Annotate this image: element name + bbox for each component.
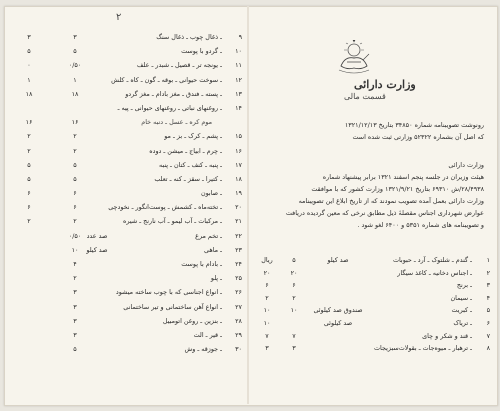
item-description: ـ چرم ـ ابیاج ـ میشن ـ دوده — [149, 146, 222, 155]
body-line-5: و تصویبنامه های شماره ۵۳۵۱ و ۶۴۰۰ لغو شود . — [357, 221, 484, 229]
list-item — [14, 186, 242, 200]
item-rate-total: ۲ — [265, 293, 269, 302]
item-rate-total: ۵ — [27, 47, 31, 56]
item-number: ۳ — [486, 281, 490, 290]
item-description: ـ یونجه تر ـ قصیل ـ شبدر ـ علف — [136, 61, 222, 70]
page-fold — [247, 6, 249, 404]
item-rate-total: ۱ — [27, 75, 31, 84]
item-rate: ۶ — [73, 203, 77, 212]
item-number: ۳۰ — [235, 345, 242, 354]
item-rate-total: ۲ — [27, 217, 31, 226]
item-number: ۲۹ — [235, 330, 242, 339]
list-item — [14, 158, 242, 172]
list-item — [14, 257, 242, 271]
list-item — [14, 285, 242, 299]
item-rate-total: ۱۶ — [25, 118, 33, 127]
list-item — [254, 330, 490, 343]
item-description: ـ کتیرا ـ سقز ـ کنه ـ تعلب — [154, 174, 222, 183]
item-description: ـ قند و شکر و چای — [422, 331, 472, 340]
item-number: ۱۰ — [235, 47, 242, 56]
list-item — [14, 328, 242, 342]
item-description: ـ پلو — [210, 274, 222, 283]
item-description: ـ اجناس دخانیه ـ کاغذ سیگار — [397, 268, 472, 277]
list-item — [14, 172, 242, 186]
list-item — [14, 342, 242, 356]
list-item — [254, 304, 490, 317]
item-rate-total: ۱۸ — [25, 89, 33, 98]
item-description: ـ تخم مرغ — [195, 231, 222, 240]
list-item — [14, 214, 242, 228]
item-number: ۲۰ — [235, 203, 242, 212]
item-rate-total: ۳ — [265, 344, 269, 353]
addressee: وزارت دارائی — [448, 161, 484, 169]
item-rate: ۳ — [73, 288, 77, 297]
item-number: ۱۶ — [235, 146, 242, 155]
item-rate: ۲ — [73, 217, 77, 226]
item-rate-total: ۷ — [265, 331, 269, 340]
right-tariff-list — [254, 254, 490, 355]
list-item — [254, 254, 490, 267]
body-line-1: هیئت وزیران در جلسه پنجم اسفند ۱۳۲۱ برابر پیشنهاد شماره — [322, 173, 484, 181]
item-number: ۱۸ — [235, 174, 242, 183]
item-description: ـ انواع اجناسی که با چوب ساخته میشود — [115, 288, 222, 297]
item-rate: ۰/۵۰ — [68, 61, 82, 70]
item-rate: ۳ — [73, 302, 77, 311]
left-tariff-list — [14, 30, 242, 356]
item-rate: ۴ — [73, 260, 77, 268]
item-number: ۲۱ — [235, 217, 242, 226]
item-number: ۱۵ — [235, 132, 242, 141]
item-description: ـ روغنهای نباتی ـ روغنهای حیوانی ـ پیه ـ — [117, 103, 222, 112]
item-rate: ۵ — [73, 174, 77, 183]
item-number: ۲۴ — [235, 260, 242, 268]
list-item — [14, 271, 242, 285]
item-rate: ۵ — [73, 345, 77, 354]
item-rate: ۲۰ — [290, 268, 298, 277]
item-number: ۱۳ — [235, 89, 242, 98]
item-unit: صد عدد — [86, 231, 108, 240]
list-item — [254, 342, 490, 355]
item-number: ۷ — [486, 331, 490, 340]
list-item — [14, 129, 242, 143]
item-description: موم کره ـ عسل ـ دنبه خام — [141, 118, 212, 127]
item-description: ـ بادام با پوست — [181, 260, 222, 268]
item-rate: ۵ — [292, 256, 296, 264]
item-number: ۶ — [486, 318, 490, 327]
body-line-3: وزارت دارائی بعمل آمده تصویب نمودند که از تاریخ ابلاغ این تصویبنامه — [298, 197, 484, 205]
item-rate: ۰/۵۰ — [68, 231, 82, 240]
item-rate-total: ۵ — [27, 174, 31, 183]
item-description: ـ پنبه ـ کنف ـ کتان ـ پنبه — [158, 160, 222, 169]
item-unit: صندوق صد کیلوئی — [313, 306, 363, 315]
item-rate-total: ۰ — [27, 61, 31, 70]
item-description: ـ گردو با پوست — [181, 47, 222, 56]
item-number: ۲۳ — [235, 245, 242, 254]
item-number: ۲۶ — [235, 288, 242, 297]
item-rate-total: ۶ — [27, 189, 31, 198]
item-description: ـ مرکبات ـ آب لیمو ـ آب نارنج ـ شیره — [123, 217, 222, 226]
item-rate: ۲ — [73, 146, 77, 155]
item-description: ـ انواع آهن ساختمانی و تیر ساختمانی — [123, 302, 222, 311]
item-rate: ۱۶ — [71, 118, 79, 127]
item-number: ۲۸ — [235, 316, 242, 325]
body-line-2: ۲۸/۴۹۳۸/ش ۶۹۳۱۰ بتاریخ ۱۳۲۱/۹/۲۱ وزارت کشور که با موافقت — [311, 185, 484, 193]
header-line-1: رونوشت تصویبنامه شماره ۳۴۸۵۰ بتاریخ ۱۳۲۱/۱۲/۱۳ — [344, 121, 484, 129]
item-description: ـ برنج — [456, 281, 472, 290]
item-description: ـ ذغال چوب ـ ذغال سنگ — [156, 33, 222, 41]
item-number: ۱۹ — [235, 189, 242, 198]
header-line-2: که اصل آن بشماره ۵۲۳۲۲ وزارتی ثبت شده است — [352, 133, 484, 141]
list-item — [14, 73, 242, 87]
list-item — [14, 30, 242, 44]
item-description: ـ پشم ـ کرک ـ بز ـ مو — [164, 132, 222, 141]
item-description: ـ صابون — [200, 189, 222, 198]
list-item — [14, 101, 242, 115]
list-item — [14, 144, 242, 158]
body-line-4: عوارض شهرداری اجناس مقصلهٔ ذیل مطابق نرخی که معین گردیده دریافت — [285, 209, 484, 217]
item-description: ـ تریاک — [453, 318, 472, 327]
list-item — [14, 314, 242, 328]
list-item — [14, 87, 242, 101]
list-item — [14, 200, 242, 214]
item-rate: ۶ — [292, 281, 296, 290]
item-number: ۱۷ — [235, 160, 242, 169]
ministry-subtitle: قسمت مالی — [344, 92, 386, 101]
item-rate-total: ریال — [261, 256, 273, 264]
item-number: ۱۴ — [235, 103, 242, 112]
item-number: ۹ — [238, 33, 242, 41]
item-description: ـ سوخت حیوانی ـ بوقه ـ گون ـ کاه ـ کلش — [111, 75, 222, 84]
item-description: ـ کبریت — [451, 306, 472, 315]
item-description: ـ جوزقه ـ وش — [184, 345, 222, 354]
item-number: ۴ — [486, 293, 490, 302]
item-rate: ۵ — [73, 47, 77, 56]
list-item — [254, 279, 490, 292]
item-description: ـ ماهی — [204, 245, 222, 254]
item-number: ۸ — [486, 344, 490, 353]
item-description: ـ ترهبار ـ میوه‌جات ـ بقولات‌سبزیجات — [374, 344, 472, 353]
item-rate: ۳ — [73, 330, 77, 339]
list-item — [14, 115, 242, 129]
item-rate: ۲ — [292, 293, 296, 302]
item-number: ۲۲ — [235, 231, 242, 240]
item-number: ۵ — [486, 306, 490, 315]
item-rate-total: ۱۰ — [263, 306, 271, 315]
lion-and-sun-emblem-icon — [333, 40, 375, 74]
item-rate: ۶ — [73, 189, 77, 198]
item-rate: ۳ — [73, 33, 77, 41]
item-rate-total: ۳ — [27, 33, 31, 41]
list-item — [14, 243, 242, 257]
item-unit: صد کیلو — [327, 256, 349, 264]
list-item — [14, 229, 242, 243]
item-unit: صد کیلو — [86, 245, 108, 254]
item-rate: ۷ — [292, 331, 296, 340]
item-unit: صد کیلوئی — [323, 318, 353, 327]
item-rate: ۳ — [292, 344, 296, 353]
ministry-title: وزارت دارائی — [354, 78, 416, 91]
item-description: ـ سیمان — [450, 293, 472, 302]
list-item — [254, 317, 490, 330]
item-rate: ۵ — [73, 160, 77, 169]
item-description: ـ تخته‌ماه ـ کشمش ـ پوست‌انگور ـ نخودچی — [108, 203, 222, 212]
item-rate: ۱۰ — [290, 306, 298, 315]
list-item — [14, 44, 242, 58]
item-number: ۲۷ — [235, 302, 242, 311]
list-item — [14, 58, 242, 72]
item-rate-total: ۲ — [27, 132, 31, 141]
item-rate-total: ۲۰ — [263, 268, 271, 277]
item-number: ۱ — [486, 256, 490, 264]
item-rate-total: ۲ — [27, 146, 31, 155]
item-description: ـ قیر ـ الت — [193, 330, 222, 339]
item-description: ـ بنزین ـ روغن اتومبیل — [162, 316, 222, 325]
item-rate-total: ۶ — [27, 203, 31, 212]
item-description: ـ گندم ـ شلتوک ـ آرد ـ حبوبات — [392, 256, 472, 264]
list-item — [254, 292, 490, 305]
item-rate: ۲ — [73, 132, 77, 141]
item-rate: ۲ — [73, 274, 77, 283]
list-item — [254, 267, 490, 280]
item-number: ۱۱ — [235, 61, 242, 70]
item-number: ۲ — [486, 268, 490, 277]
page-number: ۲ — [116, 12, 122, 23]
item-number: ۲۵ — [235, 274, 242, 283]
item-rate-total: ۵ — [27, 160, 31, 169]
item-rate-total: ۱۰ — [263, 318, 271, 327]
item-rate: ۱۸ — [71, 89, 79, 98]
item-rate: ۳ — [73, 316, 77, 325]
item-rate-total: ۶ — [265, 281, 269, 290]
list-item — [14, 300, 242, 314]
item-rate: ۱ — [73, 75, 77, 84]
item-number: ۱۲ — [235, 75, 242, 84]
item-description: ـ پسته ـ فندق ـ مغز بادام ـ مغز گردو — [125, 89, 222, 98]
item-rate: ۱۰ — [71, 245, 79, 254]
